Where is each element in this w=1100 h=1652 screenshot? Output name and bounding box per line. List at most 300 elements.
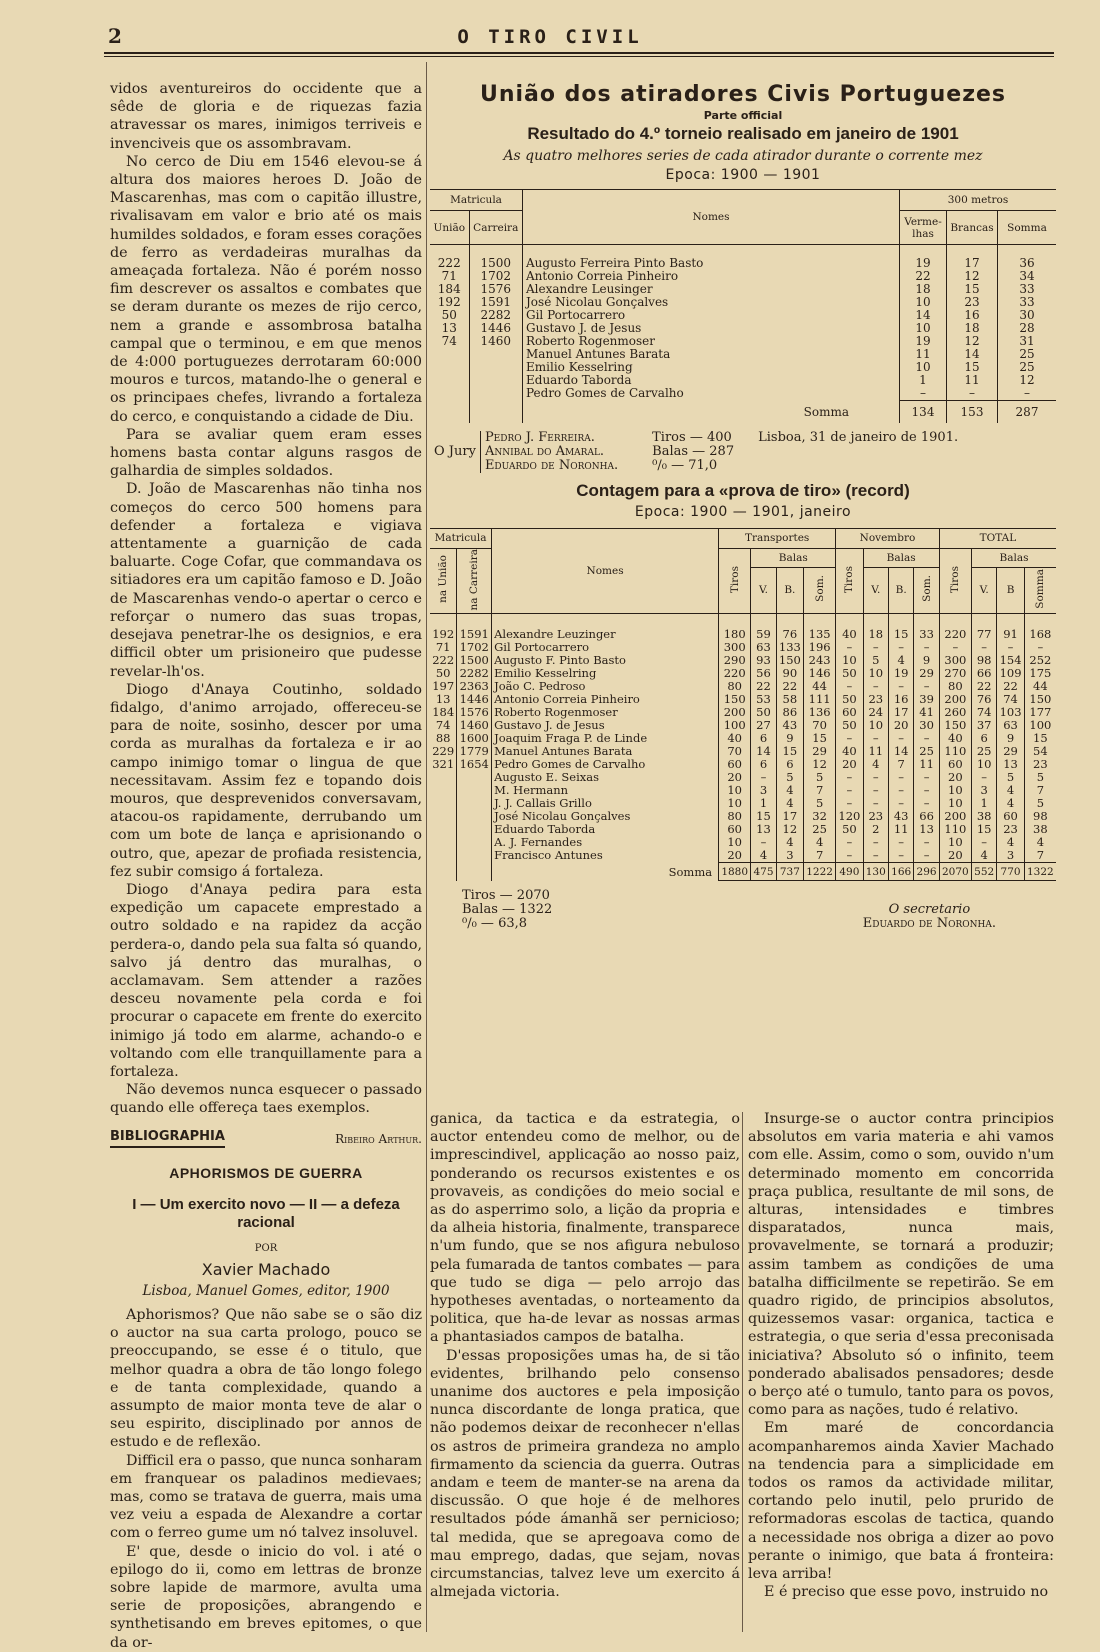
cell-b: 23 — [997, 823, 1024, 836]
cell-uniao — [430, 387, 469, 401]
cell-somma: 54 — [1033, 744, 1048, 759]
cell-carreira — [469, 348, 523, 361]
cell-brancas: 18 — [947, 322, 998, 335]
cell-na-uniao: 321 — [430, 758, 457, 771]
cell-v: 53 — [751, 693, 776, 706]
cell-name: Joaquim Fraga P. de Linde — [492, 732, 719, 745]
cell-tiros: 300 — [719, 641, 751, 654]
cell-tiros: 20 — [836, 758, 863, 771]
cell-carreira: 1460 — [469, 335, 523, 348]
record-epoca: Epoca: 1900 — 1901, janeiro — [634, 503, 852, 520]
book-author: Xavier Machado — [201, 1259, 331, 1279]
cell-b: 133 — [776, 641, 803, 654]
cell-uniao: 222 — [430, 245, 469, 271]
paragraph: Em maré de concordancia acompanharemos ainda Xavier Machado na tendencia para a simplicidade em todos os ramos da actividade militar, cortando pelo inutil, pelo prurido de reformadoras escolas de tactica, quando a necessidade nos obriga a dizer ao povo perante o inimigo, que bata á fronteira: leva arriba! — [748, 1420, 1054, 1583]
column-divider — [426, 1112, 427, 1632]
paragraph: E' que, desde o inicio do vol. i até o epilogo do ii, como em lettras de bronze sobre lapide de marmore, avulta uma serie de proposições, abrangendo e synthetisando em breves epitomes, o que da or- — [110, 1543, 422, 1651]
cell-v: – — [863, 641, 888, 654]
cell-v: 93 — [751, 654, 776, 667]
column-divider — [426, 62, 427, 1112]
cell-uniao: 192 — [430, 296, 469, 309]
article-author: Ribeiro Arthur. — [335, 1131, 422, 1146]
cell-somma: 5 — [1036, 770, 1045, 785]
cell-vermelhas: 19 — [900, 245, 947, 271]
cell-tiros: – — [836, 836, 863, 849]
cell-v: – — [751, 771, 776, 784]
cell-som: 135 — [804, 614, 836, 642]
cell-som: – — [914, 784, 939, 797]
total-brancas: 153 — [947, 401, 998, 423]
cell-tiros: 10 — [939, 784, 971, 797]
cell-v: 4 — [863, 758, 888, 771]
epoca: Epoca: 1900 — 1901 — [665, 167, 821, 183]
cell-name: Manuel Antunes Barata — [523, 348, 900, 361]
cell-v: 76 — [971, 693, 996, 706]
cell-name: Alexandre Leusinger — [523, 283, 900, 296]
cell-b: 74 — [997, 693, 1024, 706]
cell-v: 63 — [751, 641, 776, 654]
somma-label: Somma — [492, 863, 719, 881]
total-vermelhas: 134 — [900, 401, 947, 423]
cell-b: 63 — [997, 719, 1024, 732]
table-row — [430, 614, 1056, 642]
cell-na-carreira — [457, 836, 492, 849]
paragraph: Não devemos nunca esquecer o passado quando elle offereça taes exemplos. — [110, 1082, 422, 1117]
cell-carreira: 1576 — [469, 283, 523, 296]
cell-vermelhas: 19 — [900, 335, 947, 348]
cell-b: 103 — [997, 706, 1024, 719]
cell-tiros: 150 — [719, 693, 751, 706]
total-cell: 1880 — [719, 863, 751, 881]
cell-tiros: – — [836, 849, 863, 863]
col-b: B. — [776, 567, 803, 614]
cell-som: 41 — [914, 706, 939, 719]
cell-v: 1 — [971, 797, 996, 810]
cell-vermelhas: 14 — [900, 309, 947, 322]
cell-name: Alexandre Leuzinger — [492, 614, 719, 642]
cell-somma: 15 — [1033, 731, 1048, 746]
cell-na-uniao: 222 — [430, 654, 457, 667]
cell-name: Gustavo J. de Jesus — [492, 719, 719, 732]
cell-carreira: 1702 — [469, 270, 523, 283]
cell-b: – — [888, 641, 913, 654]
paragraph: Diogo d'Anaya pedira para esta expedição um capacete emprestado a outro soldado e na rapidez da acção perdera-o, dando pela sua falta só quando, salvo já dentro das muralhas, o acclamavam. Sem attender a razões desceu novamente pela corda e foi procurar o capacete em frente do exercito inimigo já todo em alarme, achando-o e voltando com elle tranquillamente para a fortaleza. — [110, 881, 422, 1080]
cell-tiros: 10 — [939, 836, 971, 849]
cell-tiros: 100 — [719, 719, 751, 732]
paragraph: ganica, da tactica e da estrategia, o auctor entendeu como de melhor, ou de imprescindivel, applicação ao nosso paiz, ponderando os recursos existentes e os provaveis, as condições do meio social e as do asperrimo solo, a lição da propria e da alheia historia, finalmente, transparece n'um fundo, que se nos afigura nebuloso pela fumarada de tantos combates — para que tudo se diga — pelo arrojo das hypotheses aventadas, o norteamento da politica, que ha-de levar as nossas armas a phantasiados campos de batalha. — [430, 1111, 740, 1346]
col-b: B. — [888, 567, 913, 614]
cell-v: 37 — [971, 719, 996, 732]
cell-v: 23 — [863, 810, 888, 823]
cell-v: 6 — [751, 732, 776, 745]
cell-brancas: 12 — [947, 335, 998, 348]
col-som: Som. — [813, 575, 826, 603]
total-somma: 287 — [998, 401, 1057, 423]
cell-v: 10 — [863, 667, 888, 680]
cell-v: 59 — [751, 614, 776, 642]
cell-som: 15 — [804, 732, 836, 745]
col-balas: Balas — [751, 548, 836, 567]
cell-na-uniao: 192 — [430, 614, 457, 642]
cell-name: José Nicolau Gonçalves — [492, 810, 719, 823]
cell-b: 16 — [888, 693, 913, 706]
header-rule — [104, 52, 1054, 57]
cell-som: 4 — [804, 836, 836, 849]
col-uniao: União — [430, 211, 469, 245]
cell-name: João C. Pedroso — [492, 680, 719, 693]
somma-label: Somma — [523, 401, 900, 423]
cell-somma: 177 — [1029, 705, 1052, 720]
cell-tiros: – — [836, 771, 863, 784]
cell-name: Francisco Antunes — [492, 849, 719, 863]
results-table — [430, 189, 1056, 423]
cell-b: 6 — [776, 758, 803, 771]
total-cell: 475 — [751, 863, 776, 881]
cell-b: – — [888, 849, 913, 863]
table-row — [430, 270, 1056, 283]
cell-b: 154 — [997, 654, 1024, 667]
cell-som: – — [914, 680, 939, 693]
cell-tiros: 10 — [719, 784, 751, 797]
stat: Balas — 1322 — [462, 902, 553, 918]
record-title: Contagem para a «prova de tiro» (record) — [576, 480, 910, 500]
cell-carreira: 2282 — [469, 309, 523, 322]
cell-v: 15 — [751, 810, 776, 823]
col-metros: 300 metros — [900, 190, 1057, 211]
col-total: TOTAL — [939, 528, 1056, 548]
cell-somma: 100 — [1029, 718, 1052, 733]
cell-na-uniao — [430, 849, 457, 863]
cell-b: 4 — [888, 654, 913, 667]
cell-brancas: 15 — [947, 361, 998, 374]
paragraph: vidos aventureiros do occidente que a sêde de gloria e de riquezas fazia atravessar os mares, inimigos terriveis e invenciveis que os assombravam. — [110, 81, 422, 152]
cell-uniao — [430, 374, 469, 387]
cell-somma: 38 — [1033, 822, 1048, 837]
cell-b: – — [888, 836, 913, 849]
cell-som: 39 — [914, 693, 939, 706]
cell-somma: – — [1024, 386, 1030, 400]
total-cell: 770 — [997, 863, 1024, 881]
jury-member: Eduardo de Noronha. — [480, 459, 622, 473]
cell-name: Roberto Rogenmoser — [492, 706, 719, 719]
cell-b: 17 — [888, 706, 913, 719]
cell-tiros: 20 — [719, 849, 751, 863]
cell-b: 22 — [997, 680, 1024, 693]
col-novembro: Novembro — [836, 528, 940, 548]
cell-name: Eduardo Taborda — [492, 823, 719, 836]
table-row — [430, 245, 1056, 271]
cell-som: – — [914, 797, 939, 810]
cell-tiros: 80 — [719, 680, 751, 693]
cell-name: Gil Portocarrero — [523, 309, 900, 322]
table-row — [430, 387, 1056, 401]
cell-somma: 44 — [1033, 679, 1048, 694]
col-balas: Balas — [863, 548, 939, 567]
cell-brancas: 16 — [947, 309, 998, 322]
cell-na-carreira: 1500 — [457, 654, 492, 667]
cell-uniao: 71 — [430, 270, 469, 283]
cell-som: 70 — [804, 719, 836, 732]
cell-name: A. J. Fernandes — [492, 836, 719, 849]
cell-na-uniao — [430, 797, 457, 810]
cell-na-carreira: 2282 — [457, 667, 492, 680]
cell-b: 9 — [997, 732, 1024, 745]
cell-v: 27 — [751, 719, 776, 732]
masthead: O TIRO CIVIL — [457, 26, 643, 48]
cell-som: 5 — [804, 771, 836, 784]
cell-v: 23 — [863, 693, 888, 706]
table-row — [430, 335, 1056, 348]
cell-carreira: 1446 — [469, 322, 523, 335]
cell-tiros: 270 — [939, 667, 971, 680]
cell-som: 11 — [914, 758, 939, 771]
cell-b: – — [888, 797, 913, 810]
cell-na-uniao — [430, 810, 457, 823]
cell-somma: 5 — [1036, 796, 1045, 811]
cell-som: 25 — [804, 823, 836, 836]
cell-b: 4 — [776, 784, 803, 797]
cell-tiros: – — [939, 641, 971, 654]
cell-somma: 31 — [1019, 334, 1035, 348]
cell-b: – — [888, 784, 913, 797]
cell-b: 43 — [888, 810, 913, 823]
cell-name: Emilio Kesselring — [523, 361, 900, 374]
cell-vermelhas: 1 — [900, 374, 947, 387]
cell-somma: 25 — [1019, 347, 1035, 361]
cell-b: 22 — [776, 680, 803, 693]
cell-tiros: – — [836, 784, 863, 797]
table-row — [430, 348, 1056, 361]
cell-na-uniao: 88 — [430, 732, 457, 745]
cell-na-uniao — [430, 771, 457, 784]
cell-som: 13 — [914, 823, 939, 836]
column-divider — [742, 1112, 743, 1632]
official-section — [430, 80, 1056, 931]
cell-v: 6 — [751, 758, 776, 771]
cell-uniao: 50 — [430, 309, 469, 322]
paragraph: Difficil era o passo, que nunca sonharam em franquear os paladinos medievaes; mas, como se tratava de guerra, mais uma vez veiu a espada de Alexandre a cortar com o ferreo gume um nó talvez insoluvel. — [110, 1452, 422, 1542]
cell-uniao — [430, 348, 469, 361]
cell-b: 13 — [997, 758, 1024, 771]
left-column — [110, 80, 422, 1652]
cell-somma: 28 — [1019, 321, 1035, 335]
cell-somma: 98 — [1033, 809, 1048, 824]
cell-v: – — [863, 849, 888, 863]
cell-na-carreira — [457, 797, 492, 810]
cell-b: 43 — [776, 719, 803, 732]
total-cell: 2070 — [939, 863, 971, 881]
cell-somma: 175 — [1029, 666, 1052, 681]
cell-na-carreira — [457, 823, 492, 836]
col-na-uniao: na União — [437, 555, 450, 604]
cell-b: – — [888, 680, 913, 693]
cell-somma: 33 — [1019, 282, 1035, 296]
cell-na-uniao — [430, 836, 457, 849]
cell-v: 98 — [971, 654, 996, 667]
cell-tiros: 60 — [836, 706, 863, 719]
col-somma: Somma — [1034, 568, 1047, 609]
stat: Tiros — 2070 — [462, 888, 550, 904]
secretary-block — [863, 889, 1056, 931]
cell-tiros: 20 — [719, 771, 751, 784]
cell-som: – — [914, 849, 939, 863]
total-cell: 166 — [888, 863, 913, 881]
cell-v: – — [863, 836, 888, 849]
cell-tiros: 120 — [836, 810, 863, 823]
cell-somma: 4 — [1036, 835, 1045, 850]
cell-tiros: 50 — [836, 693, 863, 706]
cell-tiros: 50 — [836, 719, 863, 732]
parte-official: Parte official — [703, 109, 783, 122]
cell-b: 4 — [997, 797, 1024, 810]
cell-tiros: 20 — [939, 849, 971, 863]
cell-carreira — [469, 374, 523, 387]
cell-vermelhas: 22 — [900, 270, 947, 283]
total-cell: 490 — [836, 863, 863, 881]
cell-carreira — [469, 361, 523, 374]
cell-tiros: 60 — [939, 758, 971, 771]
jury-member: Pedro J. Ferreira. — [480, 431, 622, 445]
cell-tiros: 80 — [939, 680, 971, 693]
imprint: Lisboa, Manuel Gomes, editor, 1900 — [142, 1282, 390, 1299]
cell-v: – — [863, 784, 888, 797]
cell-name: M. Hermann — [492, 784, 719, 797]
cell-name: J. J. Callais Grillo — [492, 797, 719, 810]
result-title: Resultado do 4.º torneio realisado em janeiro de 1901 — [527, 124, 959, 143]
cell-name: Emilio Kesselring — [492, 667, 719, 680]
paragraph: E é preciso que esse povo, instruido no — [764, 1584, 1049, 1601]
table-row — [430, 849, 1056, 863]
cell-som: 243 — [804, 654, 836, 667]
cell-b: 7 — [888, 758, 913, 771]
cell-brancas: 12 — [947, 270, 998, 283]
cell-b: 5 — [997, 771, 1024, 784]
col-b: B — [997, 567, 1024, 614]
cell-na-carreira: 1600 — [457, 732, 492, 745]
col-v: V. — [751, 567, 776, 614]
cell-v: 15 — [971, 823, 996, 836]
col-brancas: Brancas — [947, 211, 998, 245]
cell-name: Augusto F. Pinto Basto — [492, 654, 719, 667]
cell-brancas: 23 — [947, 296, 998, 309]
secretary-label: O secretario — [888, 902, 971, 918]
cell-carreira: 1500 — [469, 245, 523, 271]
cell-b: 17 — [776, 810, 803, 823]
cell-tiros: 290 — [719, 654, 751, 667]
cell-name: Augusto Ferreira Pinto Basto — [523, 245, 900, 271]
cell-b: 14 — [888, 745, 913, 758]
cell-v: 11 — [863, 745, 888, 758]
cell-uniao — [430, 361, 469, 374]
cell-name: Manuel Antunes Barata — [492, 745, 719, 758]
jury-block — [430, 431, 963, 473]
cell-b: 15 — [776, 745, 803, 758]
cell-som: 66 — [914, 810, 939, 823]
cell-b: 90 — [776, 667, 803, 680]
cell-tiros: 70 — [719, 745, 751, 758]
cell-somma: 252 — [1029, 653, 1052, 668]
cell-tiros: 10 — [939, 797, 971, 810]
cell-b: 3 — [997, 849, 1024, 863]
cell-v: 22 — [971, 680, 996, 693]
record-stats — [430, 889, 552, 931]
cell-tiros: 300 — [939, 654, 971, 667]
cell-tiros: – — [836, 641, 863, 654]
cell-na-carreira: 1460 — [457, 719, 492, 732]
table-row — [430, 309, 1056, 322]
cell-name: Antonio Correia Pinheiro — [492, 693, 719, 706]
date-line: Lisboa, 31 de janeiro de 1901. — [758, 429, 959, 445]
cell-som: 111 — [804, 693, 836, 706]
cell-uniao: 13 — [430, 322, 469, 335]
paragraph: Para se avaliar quem eram esses homens basta contar alguns rasgos de galhardia de simples soldados. — [110, 426, 422, 480]
cell-v: 13 — [751, 823, 776, 836]
cell-v: 5 — [863, 654, 888, 667]
cell-b: 60 — [997, 810, 1024, 823]
cell-na-uniao: 71 — [430, 641, 457, 654]
col-v: V. — [971, 567, 996, 614]
cell-b: 19 — [888, 667, 913, 680]
col-balas: Balas — [971, 548, 1056, 567]
cell-som: 44 — [804, 680, 836, 693]
cell-b: – — [888, 732, 913, 745]
cell-na-uniao: 197 — [430, 680, 457, 693]
cell-v: – — [971, 836, 996, 849]
cell-somma: 150 — [1029, 692, 1052, 707]
cell-tiros: 110 — [939, 745, 971, 758]
cell-tiros: 20 — [939, 771, 971, 784]
secretary-name: Eduardo de Noronha. — [862, 916, 996, 932]
jury-stat: Tiros — 400 — [652, 429, 732, 445]
cell-tiros: 220 — [939, 614, 971, 642]
cell-somma: 25 — [1019, 360, 1035, 374]
cell-b: 150 — [776, 654, 803, 667]
col-transportes: Transportes — [719, 528, 836, 548]
cell-na-carreira: 1779 — [457, 745, 492, 758]
cell-na-carreira: 1654 — [457, 758, 492, 771]
cell-tiros: 200 — [719, 706, 751, 719]
total-cell: 552 — [971, 863, 996, 881]
cell-b: 4 — [776, 797, 803, 810]
cell-tiros: 40 — [719, 732, 751, 745]
cell-v: 50 — [751, 706, 776, 719]
cell-som: 30 — [914, 719, 939, 732]
cell-vermelhas: 10 — [900, 322, 947, 335]
cell-v: 18 — [863, 614, 888, 642]
cell-v: 2 — [863, 823, 888, 836]
col-v: V. — [863, 567, 888, 614]
cell-somma: 34 — [1019, 269, 1035, 283]
cell-na-uniao: 13 — [430, 693, 457, 706]
cell-na-carreira: 1591 — [457, 614, 492, 642]
cell-som: – — [914, 771, 939, 784]
cell-som: 32 — [804, 810, 836, 823]
total-cell: 1222 — [804, 863, 836, 881]
middle-column — [430, 1110, 740, 1601]
section-title: BIBLIOGRAPHIA — [110, 1128, 225, 1148]
col-tiros: Tiros — [843, 565, 856, 593]
cell-som: – — [914, 836, 939, 849]
jury-member: Annibal do Amaral. — [480, 445, 622, 459]
cell-b: 76 — [776, 614, 803, 642]
cell-name: Antonio Correia Pinheiro — [523, 270, 900, 283]
result-subtitle: As quatro melhores series de cada atirador durante o corrente mez — [503, 148, 983, 164]
cell-na-carreira — [457, 784, 492, 797]
cell-som: 146 — [804, 667, 836, 680]
cell-uniao: 184 — [430, 283, 469, 296]
right-column — [748, 1110, 1054, 1601]
cell-vermelhas: 10 — [900, 296, 947, 309]
